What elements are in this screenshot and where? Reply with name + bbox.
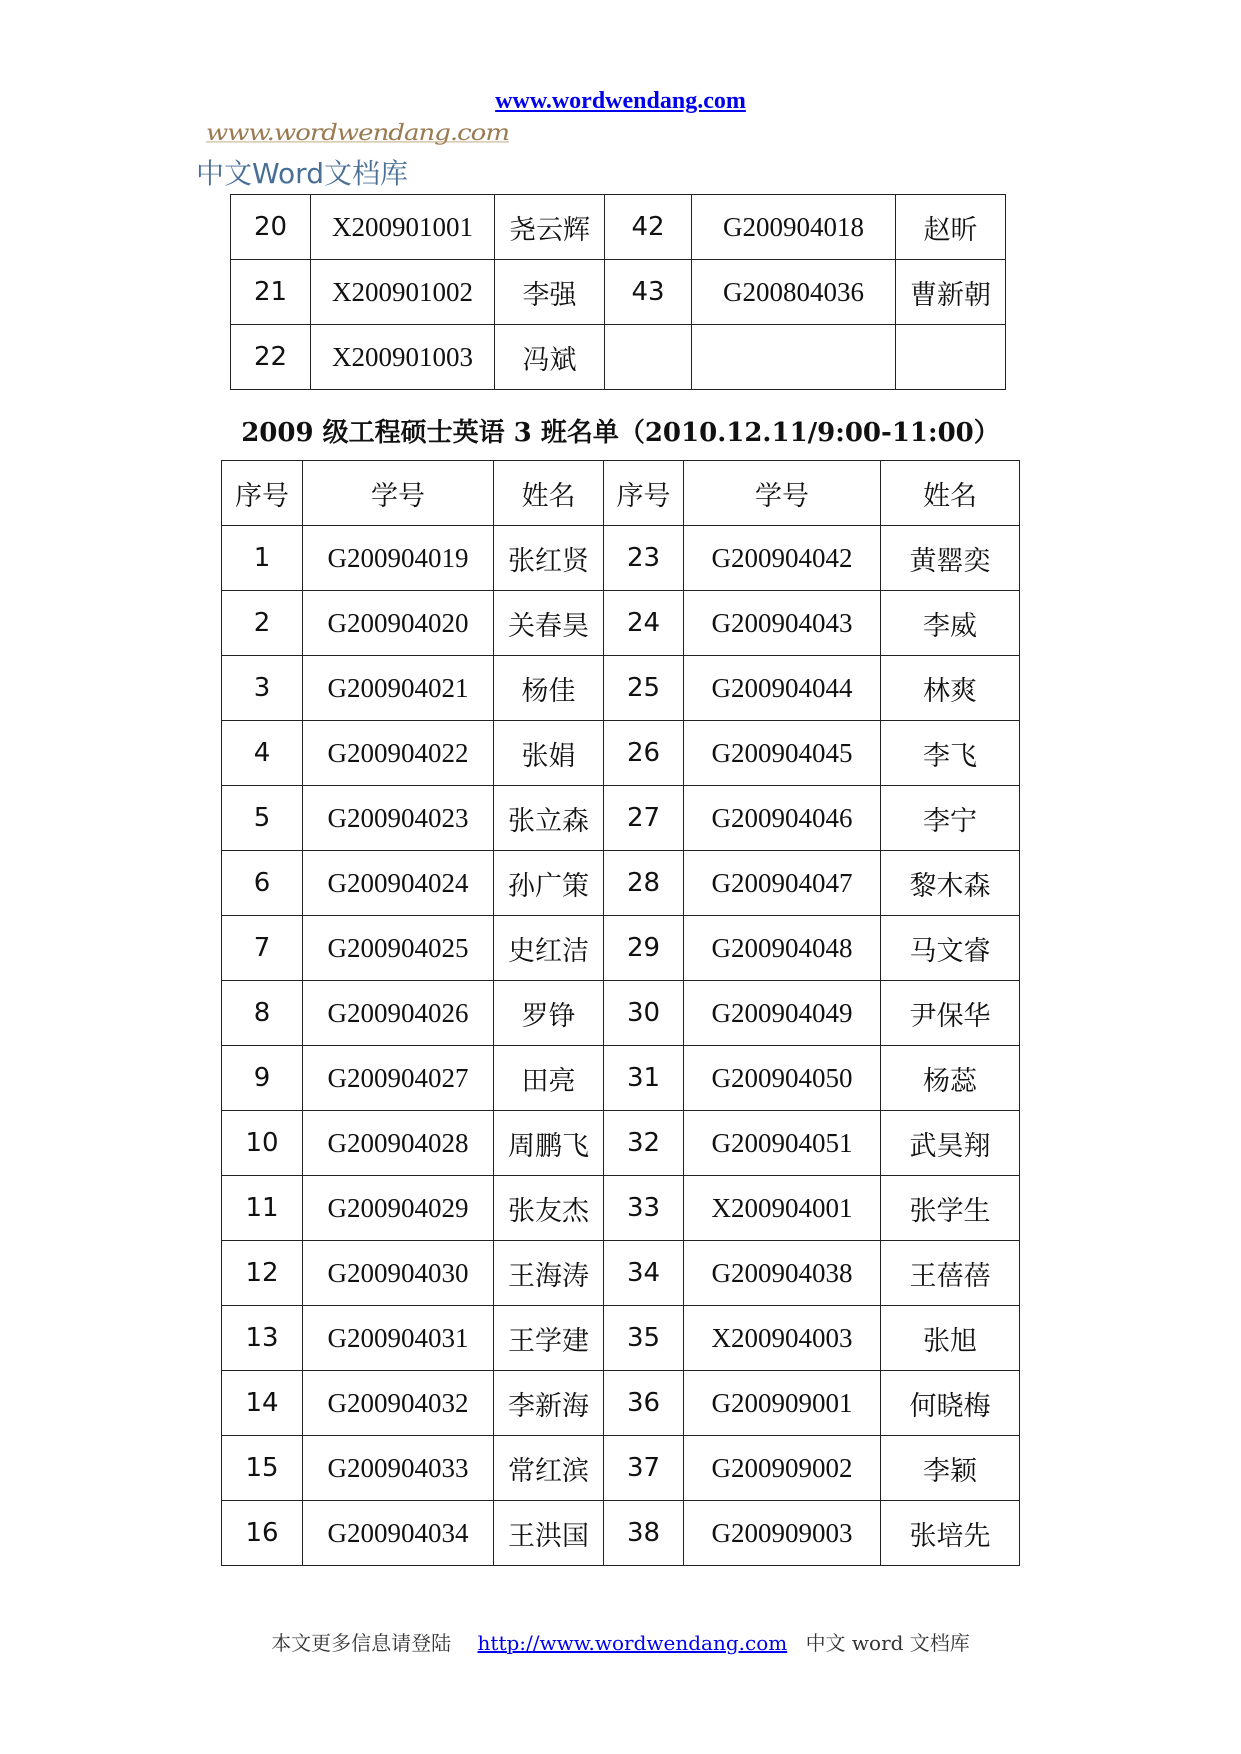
- name-cell: 李飞: [881, 721, 1020, 786]
- seq-cell: 8: [222, 981, 303, 1046]
- class-roster-table: [221, 460, 1020, 1566]
- name-cell: 李宁: [881, 786, 1020, 851]
- name-cell: 李强: [495, 260, 605, 325]
- seq-cell: 38: [604, 1501, 684, 1566]
- table-header-row: [222, 461, 1020, 526]
- name-cell: 李新海: [494, 1371, 604, 1436]
- seq-cell: 1: [222, 526, 303, 591]
- table-row: [222, 1176, 1020, 1241]
- student-id-cell: X200901002: [311, 260, 495, 325]
- student-id-cell: G200904044: [684, 656, 881, 721]
- seq-cell: 22: [231, 325, 311, 390]
- header-cell-name: 姓名: [881, 461, 1020, 526]
- seq-cell: 31: [604, 1046, 684, 1111]
- seq-cell: 13: [222, 1306, 303, 1371]
- name-cell: 马文睿: [881, 916, 1020, 981]
- student-id-cell: G200904019: [303, 526, 494, 591]
- student-id-cell: G200904051: [684, 1111, 881, 1176]
- name-cell: 罗铮: [494, 981, 604, 1046]
- seq-cell: 29: [604, 916, 684, 981]
- seq-cell: 7: [222, 916, 303, 981]
- student-id-cell: G200904049: [684, 981, 881, 1046]
- student-id-cell: X200904001: [684, 1176, 881, 1241]
- name-cell: 关春昊: [494, 591, 604, 656]
- seq-cell: 15: [222, 1436, 303, 1501]
- name-cell: 常红滨: [494, 1436, 604, 1501]
- table-row: [222, 1306, 1020, 1371]
- seq-cell: 32: [604, 1111, 684, 1176]
- seq-cell: 27: [604, 786, 684, 851]
- seq-cell: 2: [222, 591, 303, 656]
- seq-cell: 36: [604, 1371, 684, 1436]
- seq-cell: 35: [604, 1306, 684, 1371]
- name-cell: 李威: [881, 591, 1020, 656]
- student-id-cell: G200904033: [303, 1436, 494, 1501]
- table-row: [222, 1501, 1020, 1566]
- student-id-cell: X200904003: [684, 1306, 881, 1371]
- logo-url-text: www.wordwendang.com: [206, 120, 509, 146]
- student-id-cell: G200904045: [684, 721, 881, 786]
- student-id-cell: G200904038: [684, 1241, 881, 1306]
- student-id-cell: G200904021: [303, 656, 494, 721]
- name-cell: 武昊翔: [881, 1111, 1020, 1176]
- table-row: [222, 591, 1020, 656]
- table-row: [222, 721, 1020, 786]
- continued-roster-table: [230, 194, 1006, 390]
- seq-cell: [605, 325, 692, 390]
- name-cell: 王蓓蓓: [881, 1241, 1020, 1306]
- name-cell: 尧云辉: [495, 195, 605, 260]
- student-id-cell: G200904022: [303, 721, 494, 786]
- student-id-cell: G200904023: [303, 786, 494, 851]
- student-id-cell: G200904020: [303, 591, 494, 656]
- seq-cell: 5: [222, 786, 303, 851]
- table-row: [222, 1371, 1020, 1436]
- seq-cell: 42: [605, 195, 692, 260]
- student-id-cell: G200904047: [684, 851, 881, 916]
- student-id-cell: G200909002: [684, 1436, 881, 1501]
- student-id-cell: G200909001: [684, 1371, 881, 1436]
- student-id-cell: G200904024: [303, 851, 494, 916]
- student-id-cell: G200904032: [303, 1371, 494, 1436]
- student-id-cell: G200904028: [303, 1111, 494, 1176]
- seq-cell: 43: [605, 260, 692, 325]
- student-id-cell: G200904031: [303, 1306, 494, 1371]
- footer-prefix: 本文更多信息请登陆: [271, 1631, 452, 1655]
- seq-cell: 16: [222, 1501, 303, 1566]
- name-cell: 张学生: [881, 1176, 1020, 1241]
- student-id-cell: X200901003: [311, 325, 495, 390]
- table-row: [222, 656, 1020, 721]
- student-id-cell: G200904027: [303, 1046, 494, 1111]
- seq-cell: 9: [222, 1046, 303, 1111]
- student-id-cell: G200904018: [692, 195, 896, 260]
- seq-cell: 37: [604, 1436, 684, 1501]
- seq-cell: 4: [222, 721, 303, 786]
- table-row: [222, 1436, 1020, 1501]
- seq-cell: 20: [231, 195, 311, 260]
- student-id-cell: G200904026: [303, 981, 494, 1046]
- seq-cell: 6: [222, 851, 303, 916]
- name-cell: 曹新朝: [896, 260, 1006, 325]
- header-cell-id: 学号: [684, 461, 881, 526]
- seq-cell: 24: [604, 591, 684, 656]
- table-row: [231, 195, 1006, 260]
- name-cell: 黄罂奕: [881, 526, 1020, 591]
- table-row: [231, 260, 1006, 325]
- name-cell: 张友杰: [494, 1176, 604, 1241]
- seq-cell: 11: [222, 1176, 303, 1241]
- name-cell: 杨佳: [494, 656, 604, 721]
- seq-cell: 34: [604, 1241, 684, 1306]
- seq-cell: 3: [222, 656, 303, 721]
- name-cell: 赵昕: [896, 195, 1006, 260]
- student-id-cell: G200909003: [684, 1501, 881, 1566]
- seq-cell: 23: [604, 526, 684, 591]
- name-cell: 杨蕊: [881, 1046, 1020, 1111]
- name-cell: 张红贤: [494, 526, 604, 591]
- seq-cell: 28: [604, 851, 684, 916]
- name-cell: 史红洁: [494, 916, 604, 981]
- name-cell: 张旭: [881, 1306, 1020, 1371]
- table-row: [231, 325, 1006, 390]
- footer-suffix: 中文 word 文档库: [805, 1631, 970, 1655]
- footer-link[interactable]: http://www.wordwendang.com: [477, 1631, 788, 1655]
- section-title: 2009 级工程硕士英语 3 班名单（2010.12.11/9:00-11:00）: [241, 418, 1000, 448]
- name-cell: 张培先: [881, 1501, 1020, 1566]
- seq-cell: 12: [222, 1241, 303, 1306]
- table-row: [222, 1241, 1020, 1306]
- student-id-cell: G200904030: [303, 1241, 494, 1306]
- name-cell: 冯斌: [495, 325, 605, 390]
- student-id-cell: G200904050: [684, 1046, 881, 1111]
- name-cell: 周鹏飞: [494, 1111, 604, 1176]
- name-cell: 张娟: [494, 721, 604, 786]
- seq-cell: 30: [604, 981, 684, 1046]
- site-logo: [196, 118, 509, 196]
- student-id-cell: G200904042: [684, 526, 881, 591]
- student-id-cell: X200901001: [311, 195, 495, 260]
- name-cell: 王学建: [494, 1306, 604, 1371]
- header-cell-seq: 序号: [222, 461, 303, 526]
- name-cell: 何晓梅: [881, 1371, 1020, 1436]
- student-id-cell: G200904025: [303, 916, 494, 981]
- name-cell: 田亮: [494, 1046, 604, 1111]
- name-cell: 李颖: [881, 1436, 1020, 1501]
- table-row: [222, 981, 1020, 1046]
- student-id-cell: G200904034: [303, 1501, 494, 1566]
- student-id-cell: G200904048: [684, 916, 881, 981]
- header-cell-seq: 序号: [604, 461, 684, 526]
- name-cell: 孙广策: [494, 851, 604, 916]
- table-row: [222, 786, 1020, 851]
- table-row: [222, 916, 1020, 981]
- student-id-cell: G200904029: [303, 1176, 494, 1241]
- seq-cell: 21: [231, 260, 311, 325]
- seq-cell: 14: [222, 1371, 303, 1436]
- name-cell: 王洪国: [494, 1501, 604, 1566]
- header-cell-name: 姓名: [494, 461, 604, 526]
- name-cell: 黎木森: [881, 851, 1020, 916]
- student-id-cell: [692, 325, 896, 390]
- student-id-cell: G200804036: [692, 260, 896, 325]
- name-cell: 林爽: [881, 656, 1020, 721]
- header-link[interactable]: www.wordwendang.com: [495, 88, 746, 114]
- student-id-cell: G200904046: [684, 786, 881, 851]
- seq-cell: 26: [604, 721, 684, 786]
- name-cell: 王海涛: [494, 1241, 604, 1306]
- name-cell: 尹保华: [881, 981, 1020, 1046]
- seq-cell: 10: [222, 1111, 303, 1176]
- table-row: [222, 1111, 1020, 1176]
- table-row: [222, 851, 1020, 916]
- student-id-cell: G200904043: [684, 591, 881, 656]
- seq-cell: 33: [604, 1176, 684, 1241]
- header-cell-id: 学号: [303, 461, 494, 526]
- seq-cell: 25: [604, 656, 684, 721]
- table-row: [222, 526, 1020, 591]
- name-cell: [896, 325, 1006, 390]
- logo-name-text: 中文Word文档库: [196, 157, 408, 190]
- table-row: [222, 1046, 1020, 1111]
- name-cell: 张立森: [494, 786, 604, 851]
- footer: [0, 1627, 1241, 1656]
